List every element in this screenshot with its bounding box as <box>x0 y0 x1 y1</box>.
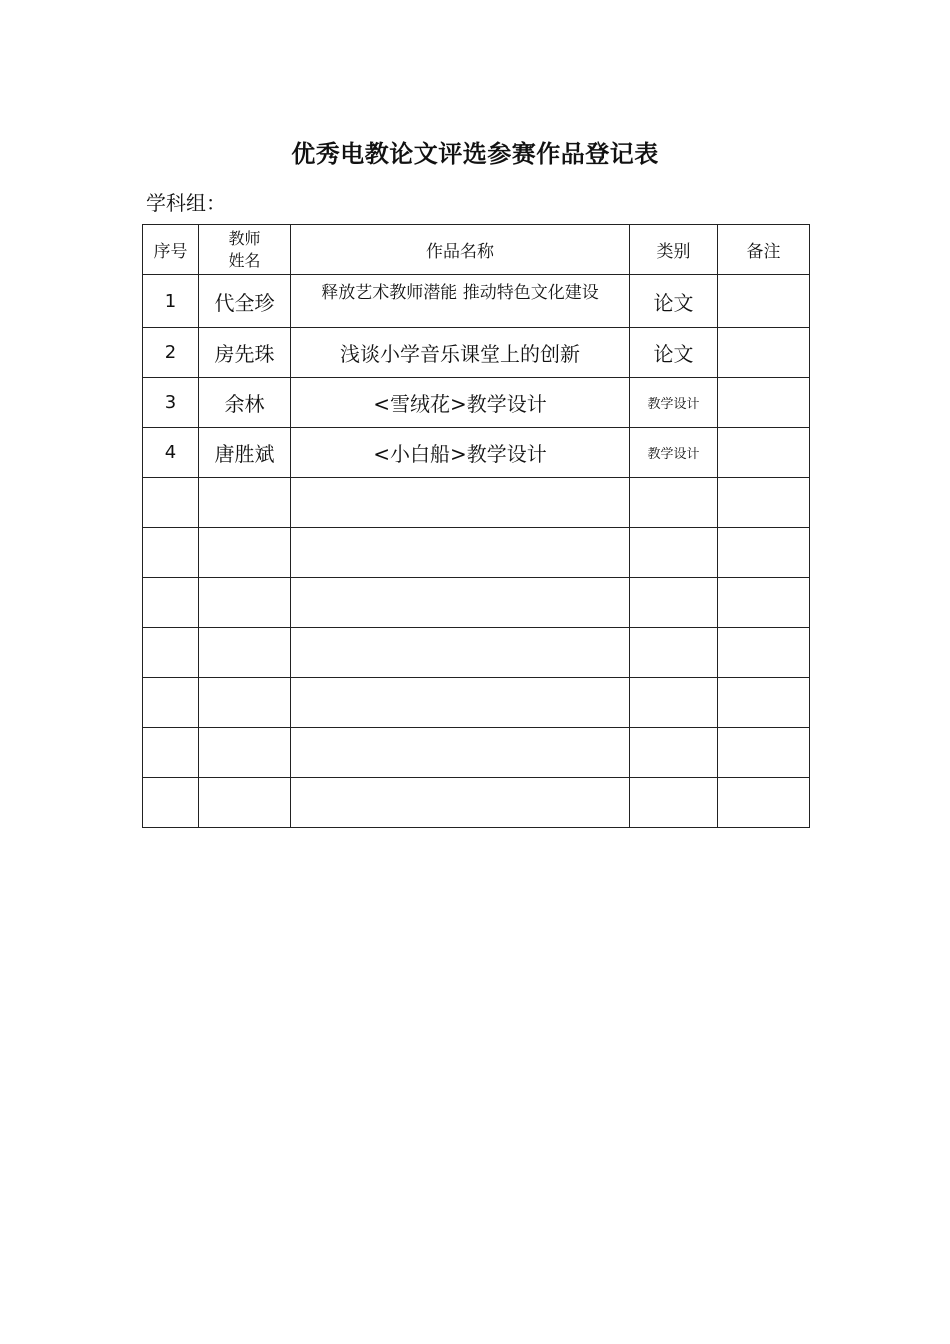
header-category: 类别 <box>630 225 718 275</box>
teacher-name: 房先珠 <box>199 328 291 378</box>
empty-cell <box>630 478 718 528</box>
work-title: 浅谈小学音乐课堂上的创新 <box>291 328 630 378</box>
empty-cell <box>718 728 810 778</box>
empty-cell <box>199 528 291 578</box>
empty-cell <box>291 478 630 528</box>
row-number: 3 <box>143 378 199 428</box>
remarks-cell <box>718 378 810 428</box>
header-remarks: 备注 <box>718 225 810 275</box>
empty-table-row <box>143 728 810 778</box>
subject-group-label: 学科组： <box>146 191 226 215</box>
empty-cell <box>718 528 810 578</box>
row-number: 1 <box>143 275 199 328</box>
empty-rows <box>143 478 810 828</box>
empty-cell <box>630 578 718 628</box>
empty-cell <box>291 678 630 728</box>
header-no: 序号 <box>143 225 199 275</box>
header-work-title: 作品名称 <box>291 225 630 275</box>
empty-cell <box>199 478 291 528</box>
remarks-cell <box>718 275 810 328</box>
row-number: 2 <box>143 328 199 378</box>
row-number: 4 <box>143 428 199 478</box>
empty-cell <box>718 778 810 828</box>
empty-cell <box>199 778 291 828</box>
table-row <box>143 275 810 328</box>
empty-cell <box>291 778 630 828</box>
empty-cell <box>291 728 630 778</box>
table-row <box>143 378 810 428</box>
empty-cell <box>291 528 630 578</box>
header-teacher-line1: 教师 <box>228 228 261 248</box>
teacher-name: 唐胜斌 <box>199 428 291 478</box>
empty-cell <box>143 728 199 778</box>
empty-cell <box>630 778 718 828</box>
empty-cell <box>143 678 199 728</box>
empty-cell <box>143 628 199 678</box>
work-category: 论文 <box>630 328 718 378</box>
empty-cell <box>630 678 718 728</box>
page-title: 优秀电教论文评选参赛作品登记表 <box>291 140 659 168</box>
empty-cell <box>630 628 718 678</box>
empty-cell <box>718 478 810 528</box>
work-category: 论文 <box>630 275 718 328</box>
empty-cell <box>199 628 291 678</box>
table-row <box>143 428 810 478</box>
work-title: <雪绒花>教学设计 <box>291 378 630 428</box>
empty-cell <box>199 678 291 728</box>
header-teacher-name <box>199 225 291 275</box>
table-row <box>143 328 810 378</box>
work-title: 释放艺术教师潜能 推动特色文化建设 <box>291 275 630 328</box>
registration-table <box>142 224 810 828</box>
work-title: <小白船>教学设计 <box>291 428 630 478</box>
empty-cell <box>291 578 630 628</box>
teacher-name: 代全珍 <box>199 275 291 328</box>
empty-table-row <box>143 578 810 628</box>
empty-cell <box>718 678 810 728</box>
work-category: 教学设计 <box>630 428 718 478</box>
empty-cell <box>630 728 718 778</box>
empty-cell <box>143 578 199 628</box>
empty-cell <box>718 578 810 628</box>
table-header-row <box>143 225 810 275</box>
teacher-name: 余林 <box>199 378 291 428</box>
remarks-cell <box>718 428 810 478</box>
empty-cell <box>143 778 199 828</box>
header-teacher-line2: 姓名 <box>228 250 261 270</box>
empty-table-row <box>143 478 810 528</box>
empty-cell <box>143 478 199 528</box>
empty-cell <box>291 628 630 678</box>
empty-table-row <box>143 528 810 578</box>
empty-cell <box>718 628 810 678</box>
empty-cell <box>199 728 291 778</box>
empty-table-row <box>143 678 810 728</box>
empty-table-row <box>143 628 810 678</box>
empty-cell <box>630 528 718 578</box>
work-category: 教学设计 <box>630 378 718 428</box>
empty-cell <box>143 528 199 578</box>
empty-cell <box>199 578 291 628</box>
empty-table-row <box>143 778 810 828</box>
remarks-cell <box>718 328 810 378</box>
